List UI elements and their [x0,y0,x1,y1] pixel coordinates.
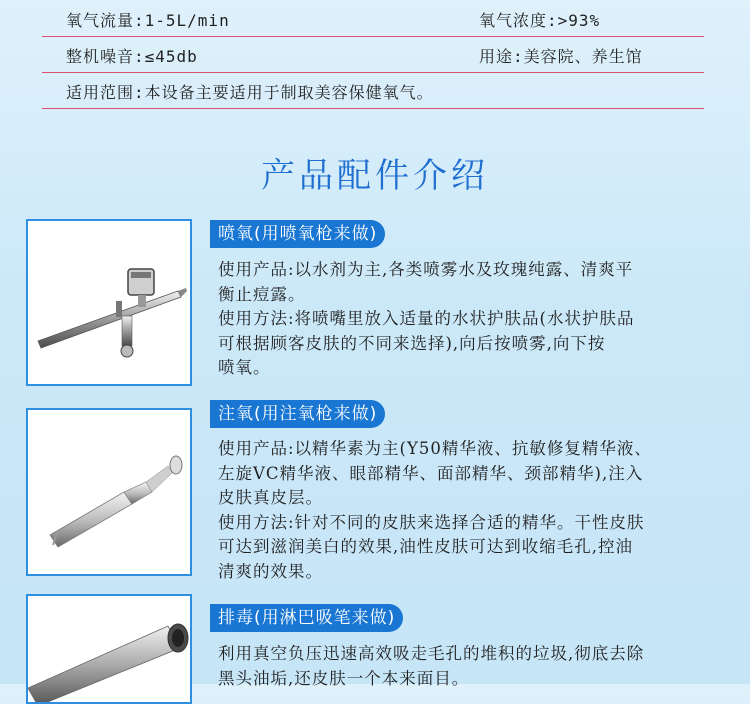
section-title: 产品配件介绍 [261,156,489,196]
spec-noise: 整机噪音:≤45db [66,47,198,66]
desc-line: 可达到滋润美白的效果,油性皮肤可达到收缩毛孔,控油 [218,537,633,556]
desc-line: 衡止痘露。 [218,284,306,304]
desc-line: 使用产品:以水剂为主,各类喷雾水及玫瑰纯露、清爽平 [218,260,634,279]
accessory-image-injection [26,408,192,576]
spec-scope: 适用范围:本设备主要适用于制取美容保健氧气。 [66,83,434,102]
accessory-image-airbrush [26,219,192,386]
desc-line: 使用方法:将喷嘴里放入适量的水状护肤品(水状护肤品 [218,309,635,328]
desc-line: 清爽的效果。 [218,561,323,581]
desc-line: 左旋VC精华液、眼部精华、面部精华、颈部精华),注入 [218,463,644,483]
spec-oxygen-flow: 氧气流量:1-5L/min [66,11,230,30]
airbrush-spray-gun-icon [28,221,190,384]
spec-row-scope [42,72,704,109]
spec-usage: 用途:美容院、养生馆 [479,47,643,66]
accessory-desc-spray [218,258,718,381]
accessory-tag-spray: 喷氧(用喷氧枪来做) [210,220,385,248]
spec-row-flow [42,0,704,37]
accessory-desc-injection [218,437,718,584]
desc-line: 皮肤真皮层。 [218,488,323,507]
desc-line: 黑头油垢,还皮肤一个本来面目。 [218,668,470,688]
accessory-tag-injection: 注氧(用注氧枪来做) [210,400,385,428]
desc-line: 可根据顾客皮肤的不同来选择),向后按喷雾,向下按 [218,333,606,353]
desc-line: 喷氧。 [218,358,271,377]
desc-line: 使用方法:针对不同的皮肤来选择合适的精华。干性皮肤 [218,512,645,532]
spec-oxygen-concentration: 氧气浓度:>93% [479,11,601,30]
accessory-tag-detox: 排毒(用淋巴吸笔来做) [210,604,403,632]
accessory-image-suction [26,594,192,704]
lymph-suction-pen-icon [28,596,190,702]
desc-line: 利用真空负压迅速高效吸走毛孔的堆积的垃圾,彻底去除 [218,644,645,663]
oxygen-injection-gun-icon [28,410,190,574]
desc-line: 使用产品:以精华素为主(Y50精华液、抗敏修复精华液、 [218,439,652,458]
spec-row-noise [42,36,704,73]
